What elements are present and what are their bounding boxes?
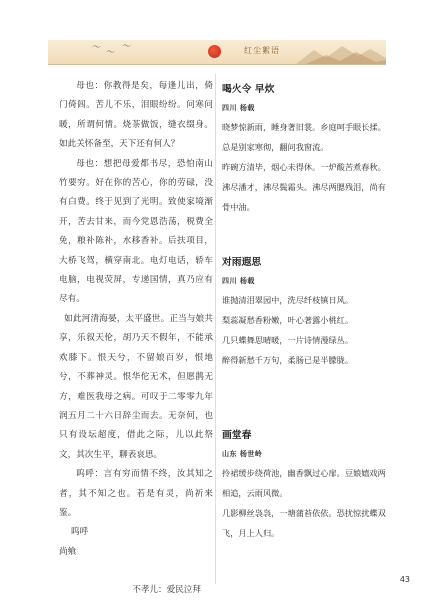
- column-divider: [215, 74, 216, 584]
- bird-icon: 〜: [106, 48, 116, 58]
- eulogy-column: [59, 77, 213, 601]
- closing-line: 呜呼: [71, 527, 89, 538]
- poem-title: 喝火令 早炊: [222, 84, 275, 95]
- eulogy-paragraph: 呜呼：言有穷而情不终，汝其知之者，其不知之也。若是有灵，尚祈来鉴。: [59, 469, 213, 518]
- page-number: 43: [399, 575, 410, 584]
- poem: [222, 256, 390, 370]
- poem-line: 几影柳丝袅袅，一塘蒲苔依依。恐扰惊扰蝶双飞，月上人归。: [222, 508, 386, 538]
- poem-author: 山东 杨世岭: [222, 449, 263, 458]
- eulogy-paragraph: 母也：想把母爱都书尽，恐怕南山竹要穷。好在你的苦心，你的劳碌，没有白费。终于见到了光明。致使家境渐开，苦去甘来，而今党恩浩荡，税费全免，粮补陈补，水移香补。后扶项目，大桥飞驾，横穿南北。电灯电话，轿车电脑，电视荧屏，专递国情，真乃应有尽有。: [59, 158, 213, 305]
- sun-icon: [208, 45, 221, 58]
- signature: 不孝儿：爱民泣拜: [132, 585, 201, 596]
- header-banner: [48, 40, 386, 65]
- poem-line: 醉得新愁千万句，柔肠已是半朦胧。: [222, 355, 354, 365]
- bird-icon: 〜: [122, 42, 132, 52]
- poem-title: 对雨遐思: [222, 257, 262, 268]
- mountain-icon: [296, 40, 386, 64]
- poem-line: 昨碗方清毕，烟心未得休。一炉酸苦煮春秋。沸尽潘才，沸尽鬓霜头。沸尽两腮残泪，尚有骨中油。: [222, 162, 386, 212]
- eulogy-paragraph: 母也：你教得是矣，每逢儿出，倚门倚闾。苦儿不乐，泪眼纷纷。问寒问暖，所谓何情。烧茶做饭，缝衣缀身。如此关怀备至，天下还有何人？: [59, 81, 213, 150]
- poem: [222, 83, 390, 217]
- poem-line: 谁抛清泪翠园中，洗尽纤枝镇日风。: [222, 295, 354, 305]
- poem-line: 晓梦惊新雨，睡身著旧裳。乡庭呵手眼长揉。总是别家寒彻，翻问我窗流。: [222, 122, 386, 152]
- poem-line: 几只蝶舞思晴暖，一片诗情漫绿丛。: [222, 335, 354, 345]
- eulogy-paragraph: 如此河清海晏，太平盛世。正当与娘共享，乐叙天伦，胡乃天不假年，不能承欢膝下。恨天兮，不留娘百岁，恨地兮，不葬神灵。恨华佗无术，但愿鹊无方，难医我母之病。可叹于二零零九年润五月二十六日辞尘而去。无奈何，也只有设坛超度，借此之际，儿以此祭文，其次生平，聊表哀思。: [59, 313, 213, 460]
- bird-icon: 〜: [92, 43, 102, 53]
- poem-line: 拎裙缓步绕荷池，幽香飘过心扉。豆娘嬉戏两相追，云雨风微。: [222, 468, 386, 498]
- poem-line: 梨蕊凝愁香粉嫩，叶心著露小桃红。: [222, 315, 354, 325]
- closing-line: 尚飨: [59, 546, 77, 557]
- poem-author: 四川 杨载: [222, 276, 255, 285]
- poem-title: 画堂春: [222, 430, 252, 441]
- poem-author: 四川 杨载: [222, 103, 255, 112]
- header-title: 红尘絮语: [244, 46, 280, 55]
- poem: [222, 429, 390, 543]
